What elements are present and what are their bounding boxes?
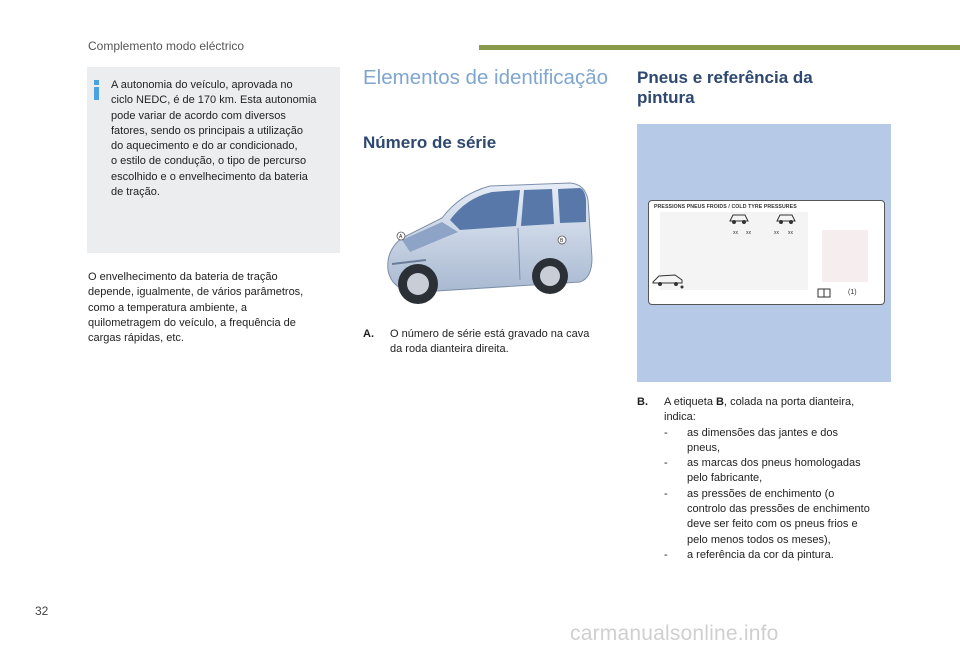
intro-text: A etiqueta	[664, 396, 716, 408]
item-letter: A.	[363, 328, 374, 340]
callout-b: B	[560, 238, 564, 244]
footnote-symbol: (1)	[848, 289, 857, 296]
item-b-intro	[664, 395, 897, 410]
info-line: A autonomia do veículo, aprovada no	[111, 79, 293, 91]
header-accent-bar	[479, 45, 960, 50]
section-heading-tyres-paint	[637, 68, 867, 108]
paragraph-line: como a temperatura ambiente, a	[88, 301, 247, 314]
bullet-line: pneus,	[687, 441, 721, 454]
watermark: carmanualsonline.info	[570, 622, 779, 645]
intro-bold: B	[716, 396, 724, 408]
car-front-icon	[728, 211, 750, 225]
item-b-description	[637, 395, 897, 563]
running-header: Complemento modo eléctrico	[88, 39, 245, 53]
page-number: 32	[35, 604, 49, 618]
info-line: escolhido e o envelhecimento da bateria	[111, 170, 308, 183]
paragraph-line: cargas rápidas, etc.	[88, 332, 184, 345]
heading-line: Pneus e referência da	[637, 68, 813, 87]
bullet-line: controlo das pressões de enchimento	[687, 503, 870, 516]
intro-text: , colada na porta dianteira,	[723, 396, 855, 408]
bullet-line: - as pressões de enchimento (o	[687, 487, 835, 500]
bullet-line: - a referência da cor da pintura.	[687, 548, 834, 561]
section-heading-identification: Elementos de identificação	[363, 66, 609, 89]
bullet-item	[664, 456, 897, 487]
bullet-line: pelo menos todos os meses),	[687, 533, 831, 546]
paragraph-line: O envelhecimento da bateria de tração	[88, 271, 278, 283]
book-icon	[817, 288, 831, 298]
info-line: ciclo NEDC, é de 170 km. Esta autonomia	[111, 94, 317, 107]
bullet-item	[664, 487, 897, 548]
paragraph-line: quilometragem do veículo, a frequência de	[88, 316, 296, 329]
info-line: do aquecimento e do ar condicionado,	[111, 140, 298, 153]
item-a-description	[363, 327, 613, 358]
item-letter: B.	[637, 396, 648, 408]
item-line: O número de série está gravado na cava	[390, 328, 590, 340]
battery-aging-paragraph	[88, 270, 333, 346]
pressure-value: xx	[746, 230, 751, 236]
info-line: pode variar de acordo com diversos	[111, 109, 286, 122]
car-side-icon	[651, 270, 687, 290]
bullet-item	[664, 548, 897, 563]
info-line: o estilo de condução, o tipo de percurso	[111, 155, 307, 168]
item-line: da roda dianteira direita.	[390, 343, 509, 356]
callout-a: A	[399, 234, 403, 240]
bullet-line: - as dimensões das jantes e dos	[687, 426, 839, 439]
info-line: fatores, sendo os principais a utilização	[111, 124, 303, 137]
info-line: de tração.	[111, 186, 160, 199]
heading-line: pintura	[637, 88, 695, 107]
bullet-item	[664, 426, 897, 457]
intro-line: indica:	[664, 411, 696, 424]
subheading-serial-number: Número de série	[363, 133, 497, 152]
bullet-line: pelo fabricante,	[687, 472, 763, 485]
pressure-value: xx	[774, 230, 779, 236]
bullet-line: deve ser feito com os pneus frios e	[687, 518, 858, 531]
tyre-label-header: PRESSIONS PNEUS FROIDS / COLD TYRE PRESSURES	[654, 204, 797, 210]
info-icon	[92, 80, 101, 100]
paragraph-line: depende, igualmente, de vários parâmetros,	[88, 286, 304, 299]
vehicle-illustration	[380, 180, 595, 312]
car-loaded-icon	[775, 211, 797, 225]
pressure-value: xx	[788, 230, 793, 236]
info-box-text	[111, 78, 337, 200]
bullet-line: - as marcas dos pneus homologadas	[687, 457, 861, 470]
paint-reference-area	[822, 230, 868, 282]
pressure-value: xx	[733, 230, 738, 236]
